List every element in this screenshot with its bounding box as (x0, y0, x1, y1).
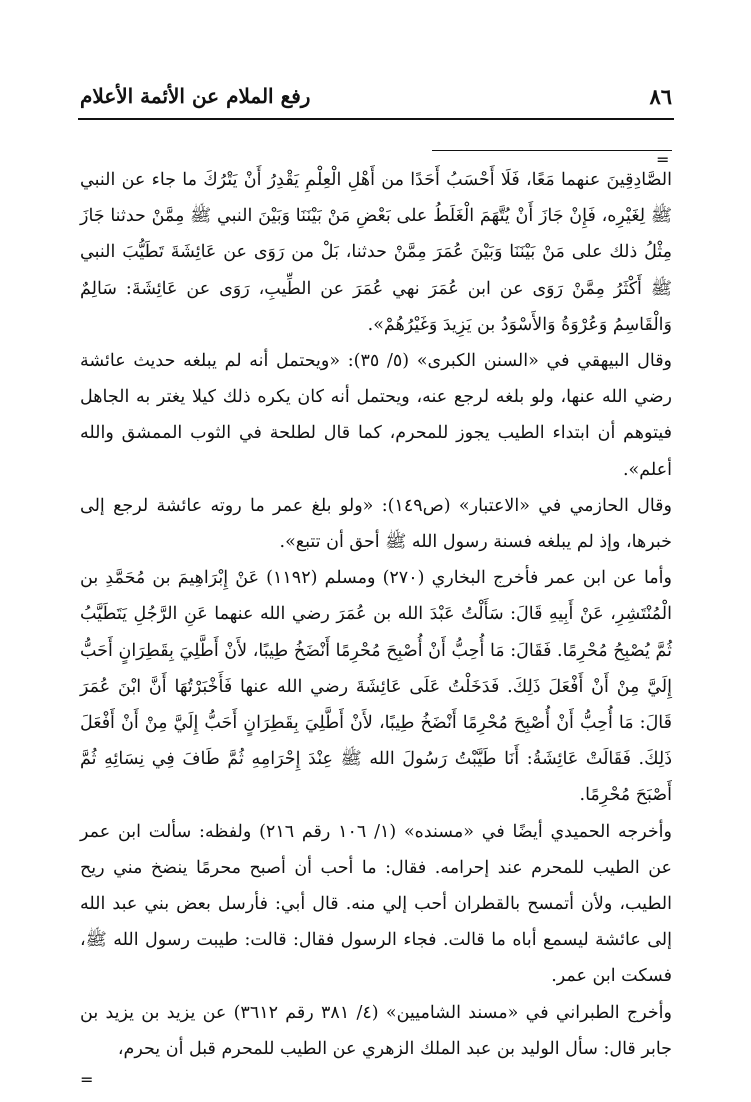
paragraph-ibn-umar-hadith: وأما عن ابن عمر فأخرج البخاري (٢٧٠) ومسلم (١١٩٢) عَنْ إِبْرَاهِيمَ بن مُحَمَّدِ بن الْمُنْتَشِرِ، عَنْ أَبِيهِ قَالَ: سَأَلْتُ عَبْدَ الله بن عُمَرَ رضي الله عنهما عَنِ الرَّجُلِ يَتَطَيَّبُ ثُمَّ يُصْبِحُ مُحْرِمًا. فَقَالَ: مَا أُحِبُّ أَنْ أُصْبِحَ مُحْرِمًا أَنْضَخُ طِيبًا، لأَنْ أَطَّلِيَ بِقَطِرَانٍ أَحَبُّ إِلَيَّ مِنْ أَنْ أَفْعَلَ ذَلِكَ. فَدَخَلْتُ عَلَى عَائِشَةَ رضي الله عنها فَأَخْبَرْتُهَا أَنَّ ابْنَ عُمَرَ قَالَ: مَا أُحِبُّ أَنْ أُصْبِحَ مُحْرِمًا أَنْضَخُ طِيبًا، لأَنْ أَطَّلِيَ بِقَطِرَانٍ أَحَبُّ إِلَيَّ مِنْ أَنْ أَفْعَلَ ذَلِكَ. فَقَالَتْ عَائِشَةُ: أَنَا طَيَّبْتُ رَسُولَ الله ﷺ عِنْدَ إِحْرَامِهِ ثُمَّ طَافَ فِي نِسَائِهِ ثُمَّ أَصْبَحَ مُحْرِمًا. (80, 568, 672, 806)
header-rule (78, 118, 674, 120)
continuation-mark-top: = (656, 150, 670, 169)
body-text (80, 162, 672, 1067)
continuation-rule (432, 150, 672, 151)
page-number: ٨٦ (649, 84, 672, 109)
paragraph-hazimi: وقال الحازمي في «الاعتبار» (ص١٤٩): «ولو بلغ عمر ما روته عائشة لرجع إلى خبرها، وإذ لم يبلغه فسنة رسول الله ﷺ أحق أن تتبع». (80, 495, 672, 553)
paragraph-tabarani: وأخرج الطبراني في «مسند الشاميين» (٤/ ٣٨١ رقم ٣٦١٢) عن يزيد بن يزيد بن جابر قال: سأل الوليد بن عبد الملك الزهري عن الطيب للمحرم قبل أن يحرم، (80, 1002, 672, 1059)
page-header (80, 80, 672, 116)
continuation-mark-bottom: = (80, 1070, 94, 1089)
paragraph-bayhaqi: وقال البيهقي في «السنن الكبرى» (٥/ ٣٥): «ويحتمل أنه لم يبلغه حديث عائشة رضي الله عنها، ولو بلغه لرجع عنه، ويحتمل أنه كان يكره ذلك كيلا يغتر به الجاهل فيتوهم أن ابتداء الطيب يجوز للمحرم، كما قال لطلحة في الثوب الممشق والله أعلم». (80, 351, 673, 480)
paragraph-humaydi: وأخرجه الحميدي أيضًا في «مسنده» (١/ ١٠٦ رقم ٢١٦) ولفظه: سألت ابن عمر عن الطيب للمحرم عند إحرامه. فقال: ما أحب أن أصبح محرمًا ينضخ مني ريح الطيب، ولأن أتمسح بالقطران أحب إلي منه. قال أبي: فأرسل بعض بني عبد الله إلى عائشة ليسمع أباه ما قالت. فجاء الرسول فقال: قالت: طيبت رسول الله ﷺ، فسكت ابن عمر. (80, 821, 672, 987)
running-title: رفع الملام عن الأئمة الأعلام (80, 84, 311, 108)
paragraph-quote-continuation: الصَّادِقِينَ عنهما مَعًا، فَلَا أَحْسَبُ أَحَدًا من أَهْلِ الْعِلْمِ يَقْدِرُ أَنْ يَتْرُكَ ما جاء عن النبي ﷺ لِغَيْرِه، فَإِنْ جَازَ أَنْ يُتَّهَمَ الْغَلَطُ على بَعْضِ مَنْ بَيْنَنَا وَبَيْنَ النبي ﷺ مِمَّنْ حدثنا جَازَ مِثْلُ ذلك على مَنْ بَيْنَنَا وَبَيْنَ عُمَرَ مِمَّنْ حدثنا، بَلْ من رَوَى عن عَائِشَةَ تَطَيُّبَ النبي ﷺ أَكْثَرُ مِمَّنْ رَوَى عن ابن عُمَرَ نهي عُمَرَ عن الطِّيبِ، رَوَى عن عَائِشَةَ: سَالِمٌ وَالْقَاسِمُ وَعُرْوَةُ وَالأَسْوَدُ بن يَزِيدَ وَغَيْرُهُمْ». (80, 170, 672, 335)
